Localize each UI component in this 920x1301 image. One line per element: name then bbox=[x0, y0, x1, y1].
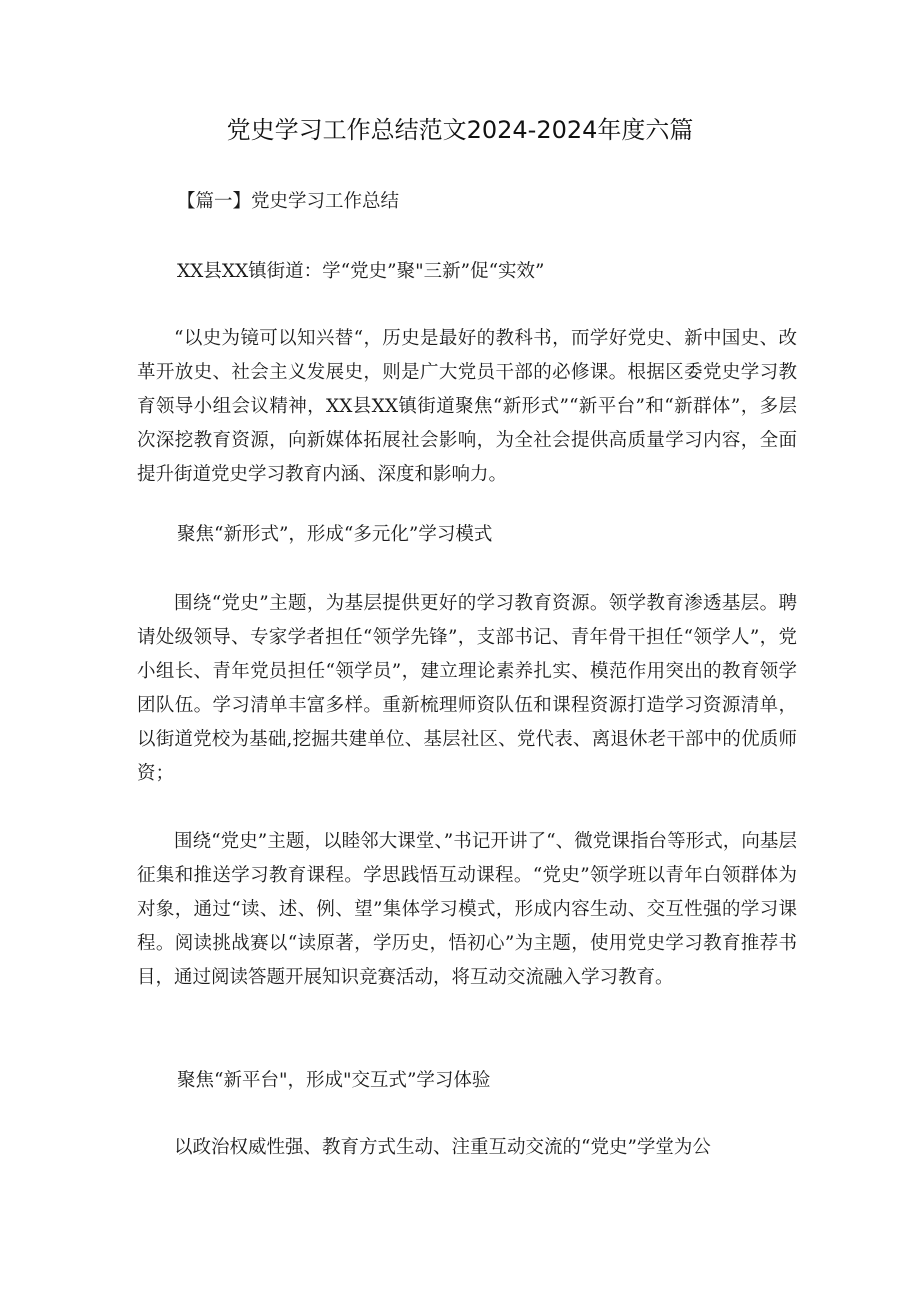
heading-new-platform: 聚焦“新平台"，形成"交互式”学习体验 bbox=[177, 1070, 491, 1091]
section-heading: 【篇一】党史学习工作总结 bbox=[177, 191, 400, 212]
heading-new-form: 聚焦“新形式”，形成“多元化”学习模式 bbox=[177, 524, 493, 545]
paragraph-new-form: 围绕“党史”主题，为基层提供更好的学习教育资源。领学教育渗透基层。聘请处级领导、专家学者担任“领学先锋”，支部书记、青年骨干担任“领学人”，党小组长、青年党员担任“领学员”，建立理论素养扎实、模范作用突出的教育领学团队伍。学习清单丰富多样。重新梳理师资队伍和课程资源打造学习资源清单，以街道党校为基础,挖掘共建单位、基层社区、党代表、离退休老干部中的优质师资； bbox=[137, 593, 797, 784]
document-title: 党史学习工作总结范文2024-2024年度六篇 bbox=[226, 116, 694, 144]
paragraph-courses: 围绕“党史”主题，以睦邻大课堂、”书记开讲了“、微党课指台等形式，向基层征集和推送学习教育课程。学思践悟互动课程。“党史”领学班以青年白领群体为对象，通过“读、述、例、望”集体学习模式，形成内容生动、交互性强的学习课程。阅读挑战赛以“读原著，学历史，悟初心”为主题，使用党史学习教育推荐书目，通过阅读答题开展知识竞赛活动，将互动交流融入学习教育。 bbox=[137, 831, 797, 988]
subtitle: XX县XX镇街道：学“党史”聚"三新”促“实效” bbox=[177, 261, 545, 282]
paragraph-platform: 以政治权威性强、教育方式生动、注重互动交流的“党史”学堂为公 bbox=[174, 1137, 711, 1158]
paragraph-intro: “以史为镜可以知兴替“，历史是最好的教科书，而学好党史、新中国史、改革开放史、社会主义发展史，则是广大党员干部的必修课。根据区委党史学习教育领导小组会议精神，XX县XX镇街道聚焦“新形式”“新平台”和“新群体”，多层次深挖教育资源，向新媒体拓展社会影响，为全社会提供高质量学习内容，全面提升街道党史学习教育内涵、深度和影响力。 bbox=[137, 328, 797, 485]
